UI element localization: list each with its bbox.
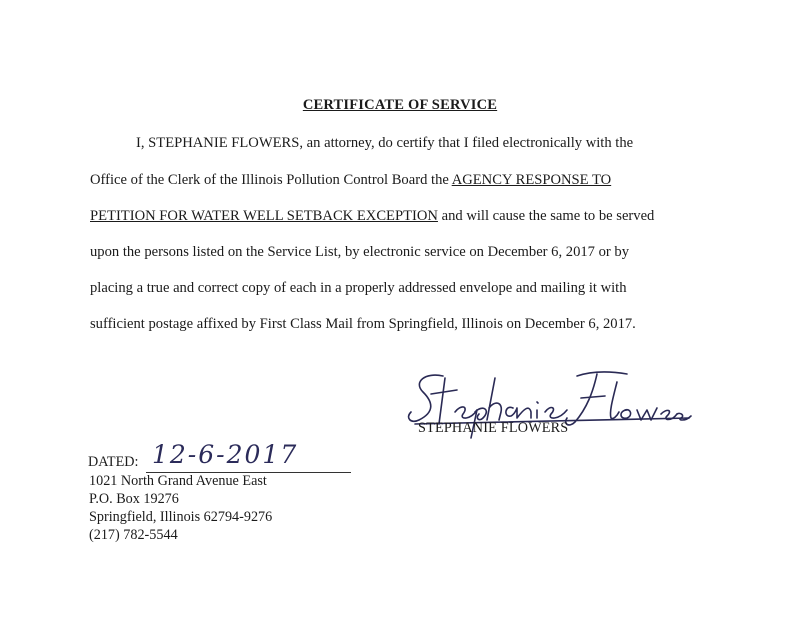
document-reference-part-1: AGENCY RESPONSE TO	[451, 172, 612, 188]
address-phone: (217) 782-5544	[89, 527, 178, 543]
paragraph-line-6: sufficient postage affixed by First Class Mail from Springfield, Illinois on December 6, 2017.	[90, 316, 636, 332]
paragraph-line-4: upon the persons listed on the Service List, by electronic service on December 6, 2017 or by	[90, 244, 630, 260]
dated-label: DATED:	[88, 454, 139, 470]
paragraph-line-1: I, STEPHANIE FLOWERS, an attorney, do certify that I filed electronically with the	[136, 135, 634, 151]
paragraph-line-3	[90, 207, 654, 225]
paragraph-line-5: placing a true and correct copy of each in a properly addressed envelope and mailing it with	[90, 280, 627, 296]
document-title: CERTIFICATE OF SERVICE	[302, 97, 498, 113]
paragraph-line-2-text: Office of the Clerk of the Illinois Pollution Control Board the	[90, 172, 452, 188]
paragraph-line-2	[90, 171, 611, 189]
address-street: 1021 North Grand Avenue East	[89, 473, 267, 489]
address-city: Springfield, Illinois 62794-9276	[89, 509, 273, 525]
address-po-box: P.O. Box 19276	[89, 491, 179, 507]
document-reference-part-2: PETITION FOR WATER WELL SETBACK EXCEPTION	[90, 208, 438, 224]
dated-field	[88, 440, 308, 474]
paragraph-line-3-text: and will cause the same to be served	[437, 208, 655, 224]
signer-printed-name: STEPHANIE FLOWERS	[418, 420, 569, 436]
handwritten-date: 12-6-2017	[152, 440, 299, 469]
